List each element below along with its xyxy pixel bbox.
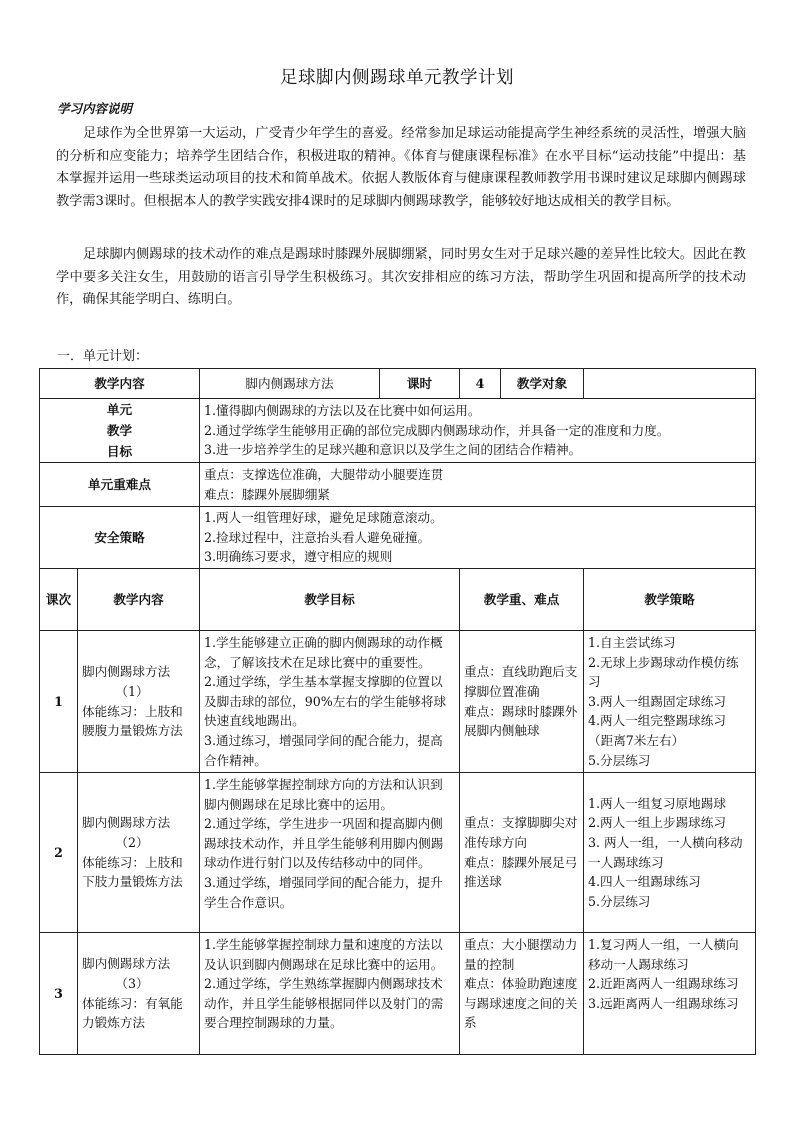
unit-plan-heading: 一．单元计划： <box>57 349 149 364</box>
unit-goal-item: 3.进一步培养学生的足球兴趣和意识以及学生之间的团结合作精神。 <box>204 442 582 458</box>
key-points-list: 重点：支撑选位准确，大腿带动小腿要连贯 难点：膝踝外展脚绷紧 <box>200 463 756 507</box>
col-strategy: 教学策略 <box>584 569 756 631</box>
safety-row <box>40 507 756 569</box>
content-value-cell: 脚内侧踢球方法 <box>200 369 380 399</box>
lesson-keys: 重点：大小腿摆动力量的控制 难点：体验助跑速度与踢球速度之间的关系 <box>460 933 584 1055</box>
safety-list: 1.两人一组管理好球，避免足球随意滚动。 2.捡球过程中，注意抬头看人避免碰撞。 3.明确练习要求，遵守相应的规则 <box>200 507 756 569</box>
safety-label: 安全策略 <box>40 507 200 569</box>
lesson-content: 脚内侧踢球方法 （1） 体能练习：上肢和腰腹力量锻炼方法 <box>78 631 200 773</box>
lesson-goals: 1.学生能够掌握控制球力量和速度的方法以及认识到脚内侧踢球在足球比赛中的运用。 2.通过学练，学生熟练掌握脚内侧踢球技术动作，并且学生能够根据同伴以及射门的需要合理控制踢球的力量。 <box>200 933 460 1055</box>
lesson-row-2 <box>40 773 756 933</box>
hours-value-cell: 4 <box>460 369 501 399</box>
lesson-content: 脚内侧踢球方法 （3） 体能练习：有氧能力锻炼方法 <box>78 933 200 1055</box>
intro-paragraph-1: 足球作为全世界第一大运动，广受青少年学生的喜爱。经常参加足球运动能提高学生神经系统的灵活性，增强大脑的分析和应变能力；培养学生团结合作，积极进取的精神。《体育与健康课程标准》在水平目标“运动技能”中提出：基本掌握并运用一些球类运动项目的技术和简单战术。依据人教版体育与健康课程教师教学用书课时建议足球脚内侧踢球教学需3课时。但根据本人的教学实践安排4课时的足球脚内侧踢球教学，能够较好地达成相关的教学目标。 <box>56 126 746 209</box>
col-keys: 教学重、难点 <box>460 569 584 631</box>
target-label-cell: 教学对象 <box>501 369 584 399</box>
content-label-cell: 教学内容 <box>40 369 200 399</box>
unit-goals-label: 单元 教学 目标 <box>40 399 200 463</box>
lesson-content: 脚内侧踢球方法 （2） 体能练习：上肢和下肢力量锻炼方法 <box>78 773 200 933</box>
document-title: 足球脚内侧踢球单元教学计划 <box>280 68 514 88</box>
key-points-row <box>40 463 756 507</box>
unit-goal-item: 1.懂得脚内侧踢球的方法以及在比赛中如何运用。 <box>204 403 481 419</box>
lesson-goals: 1.学生能够建立正确的脚内侧踢球的动作概念，了解该技术在足球比赛中的重要性。 2.通过学练，学生基本掌握支撑脚的位置以及脚击球的部位，90%左右的学生能够将球快速直线地踢出。 3.通过练习，增强同学间的配合能力，提高合作精神。 <box>200 631 460 773</box>
lesson-strategies: 1.自主尝试练习 2.无球上步踢球动作模仿练习 3.两人一组踢固定球练习 4.两人一组完整踢球练习（距离7米左右） 5.分层练习 <box>584 631 756 773</box>
lesson-no: 2 <box>40 773 78 933</box>
unit-goal-item: 2.通过学练学生能够用正确的部位完成脚内侧踢球动作，并具备一定的准度和力度。 <box>204 422 670 438</box>
lesson-goals: 1.学生能够掌握控制球方向的方法和认识到脚内侧踢球在足球比赛中的运用。 2.通过学练，学生进步一巩固和提高脚内侧踢球技术动作，并且学生能够利用脚内侧踢球动作进行射门以及传结移动中的同伴。 3.通过学练，增强同学间的配合能力，提升学生合作意识。 <box>200 773 460 933</box>
section-heading: 学习内容说明 <box>57 101 133 116</box>
lesson-keys: 重点：支撑脚脚尖对准传球方向 难点：膝踝外展足弓推送球 <box>460 773 584 933</box>
unit-goals-list <box>200 399 756 463</box>
lesson-columns-row <box>40 569 756 631</box>
lesson-strategies: 1.复习两人一组，一人横向移动一人踢球练习 2.近距离两人一组踢球练习 3.远距离两人一组踢球练习 <box>584 933 756 1055</box>
intro-paragraph-2: 足球脚内侧踢球的技术动作的难点是踢球时膝踝外展脚绷紧，同时男女生对于足球兴趣的差异性比较大。因此在教学中要多关注女生，用鼓励的语言引导学生积极练习。其次安排相应的练习方法，帮助学生巩固和提高所学的技术动作，确保其能学明白、练明白。 <box>56 247 746 308</box>
target-value-cell <box>584 369 756 399</box>
lesson-no: 3 <box>40 933 78 1055</box>
header-row <box>40 369 756 399</box>
lesson-no: 1 <box>40 631 78 773</box>
col-lesson-no: 课次 <box>40 569 78 631</box>
lesson-row-3 <box>40 933 756 1055</box>
unit-plan-table <box>39 368 756 1055</box>
unit-goals-row <box>40 399 756 463</box>
lesson-keys: 重点：直线助跑后支撑脚位置准确 难点：踢球时膝踝外展脚内侧触球 <box>460 631 584 773</box>
lesson-strategies: 1.两人一组复习原地踢球 2.两人一组上步踢球练习 3. 两人一组，一人横向移动一人踢球练习 4.四人一组踢球练习 5.分层练习 <box>584 773 756 933</box>
hours-label-cell: 课时 <box>380 369 460 399</box>
lesson-row-1 <box>40 631 756 773</box>
col-goals: 教学目标 <box>200 569 460 631</box>
col-content: 教学内容 <box>78 569 200 631</box>
key-points-label: 单元重难点 <box>40 463 200 507</box>
